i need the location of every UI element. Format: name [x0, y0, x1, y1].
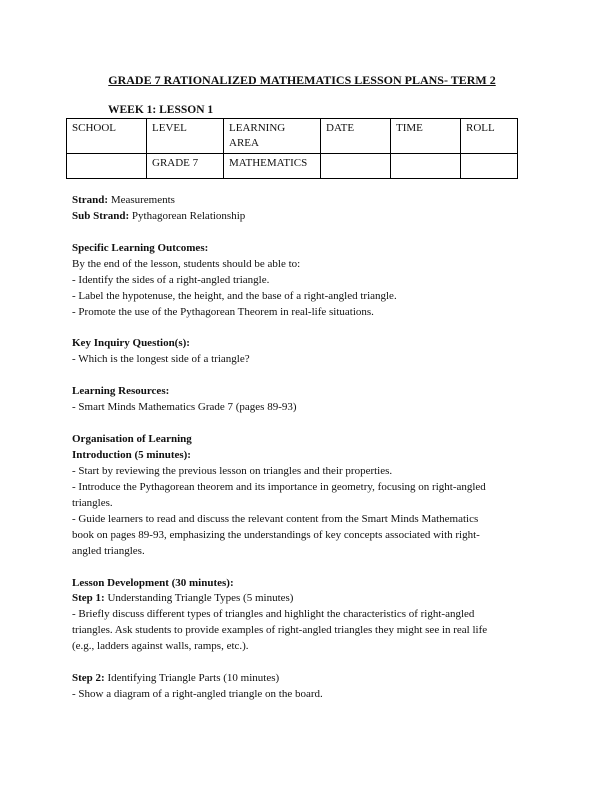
table-header-row	[67, 119, 518, 154]
list-item: - Identify the sides of a right-angled triangle.	[72, 273, 270, 286]
text-line: - Introduce the Pythagorean theorem and its importance in geometry, focusing on right-angled	[72, 480, 486, 493]
resources-heading: Learning Resources:	[72, 385, 170, 398]
lesson-info-table	[66, 118, 518, 179]
strand-line	[72, 193, 487, 209]
text-line: book on pages 89-93, emphasizing the understandings of key concepts associated with right-	[72, 528, 480, 541]
text-line: triangles. Ask students to provide examples of right-angled triangles they might see in real life	[72, 624, 488, 637]
table-cell	[461, 154, 518, 179]
table-cell	[67, 154, 147, 179]
step2-title: Identifying Triangle Parts (10 minutes)	[104, 672, 280, 685]
text-line: - Briefly discuss different types of triangles and highlight the characteristics of right-angled	[72, 608, 475, 621]
list-item: - Promote the use of the Pythagorean Theorem in real-life situations.	[72, 305, 374, 318]
sub-strand-value: Pythagorean Relationship	[129, 209, 246, 222]
text-line: angled triangles.	[72, 544, 145, 557]
text-line: - Guide learners to read and discuss the relevant content from the Smart Minds Mathematics	[72, 512, 479, 525]
table-cell: DATE	[321, 119, 391, 154]
table-cell: SCHOOL	[67, 119, 147, 154]
list-item: - Label the hypotenuse, the height, and the base of a right-angled triangle.	[72, 289, 397, 302]
list-item: - Smart Minds Mathematics Grade 7 (pages 89-93)	[72, 401, 297, 414]
sub-strand-label: Sub Strand:	[72, 209, 130, 222]
table-cell: ROLL	[461, 119, 518, 154]
step2-label: Step 2:	[72, 672, 105, 685]
document-title: GRADE 7 RATIONALIZED MATHEMATICS LESSON PLANS- TERM 2	[108, 73, 496, 87]
inquiry-heading: Key Inquiry Question(s):	[72, 337, 190, 350]
outcomes-heading: Specific Learning Outcomes:	[72, 241, 209, 254]
strand-value: Measurements	[108, 194, 175, 206]
table-cell: TIME	[391, 119, 461, 154]
strand-label: Strand:	[72, 194, 109, 206]
lesson-body	[72, 193, 487, 703]
organisation-heading: Organisation of Learning	[72, 433, 192, 446]
list-item: - Which is the longest side of a triangle?	[72, 353, 250, 366]
sub-strand-line	[72, 209, 487, 225]
step1-line	[72, 591, 487, 607]
step1-title: Understanding Triangle Types (5 minutes)	[104, 592, 294, 605]
table-cell	[321, 154, 391, 179]
step1-label: Step 1:	[72, 592, 105, 605]
text-line: (e.g., ladders against walls, ramps, etc.).	[72, 640, 249, 653]
table-cell: LEVEL	[147, 119, 224, 154]
development-heading: Lesson Development (30 minutes):	[72, 576, 234, 589]
table-row	[67, 154, 518, 179]
text-line: - Start by reviewing the previous lesson on triangles and their properties.	[72, 464, 393, 477]
step2-line	[72, 671, 487, 687]
table-cell: LEARNING AREA	[224, 119, 321, 154]
outcomes-intro: By the end of the lesson, students should be able to:	[72, 257, 301, 270]
introduction-heading: Introduction (5 minutes):	[72, 449, 191, 461]
table-cell	[391, 154, 461, 179]
week-lesson-heading: WEEK 1: LESSON 1	[108, 104, 214, 116]
table-cell: MATHEMATICS	[224, 154, 321, 179]
table-cell: GRADE 7	[147, 154, 224, 179]
text-line: - Show a diagram of a right-angled triangle on the board.	[72, 688, 323, 701]
text-line: triangles.	[72, 496, 113, 509]
